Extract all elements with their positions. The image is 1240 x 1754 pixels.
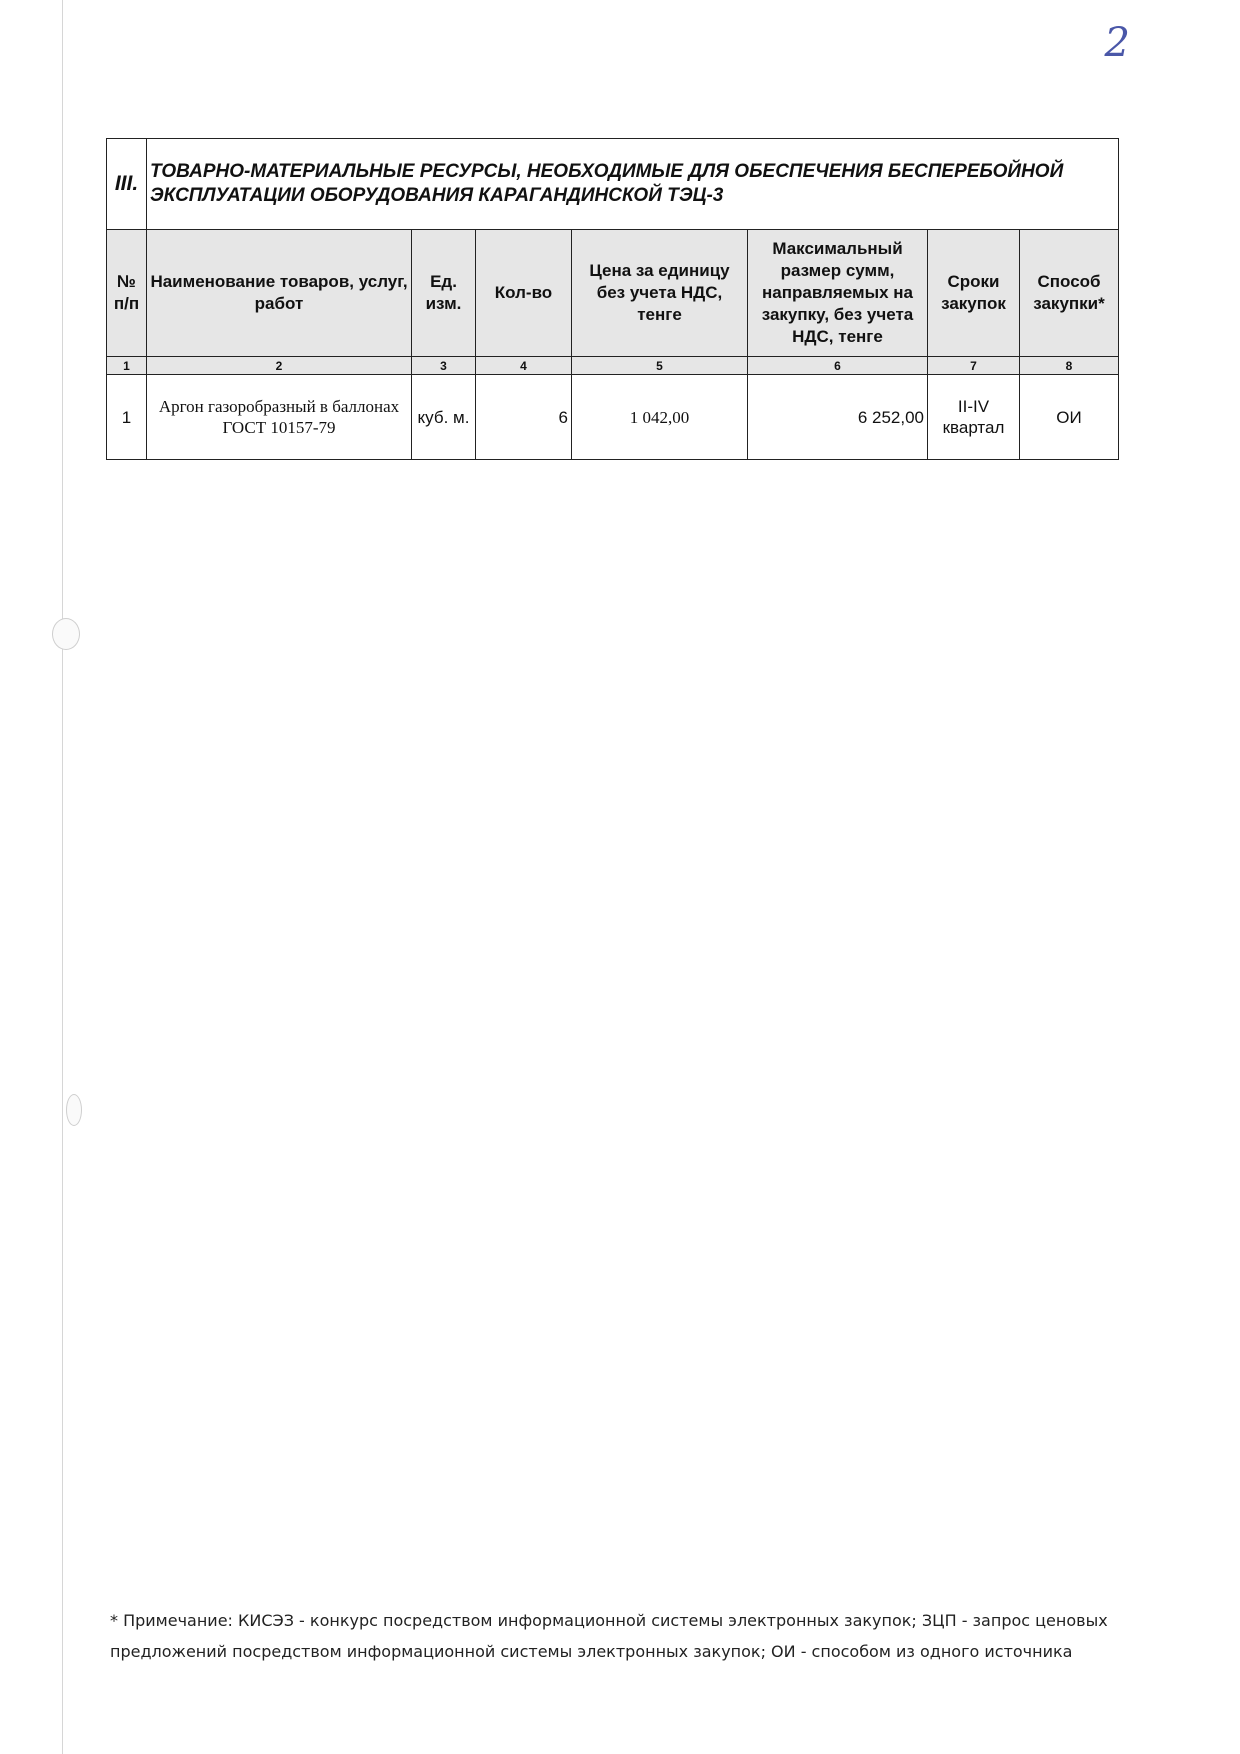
header-number: № п/п (107, 230, 147, 357)
column-number: 7 (928, 357, 1020, 375)
punch-hole (66, 1094, 82, 1126)
column-number: 4 (476, 357, 572, 375)
section-number: III. (107, 139, 147, 230)
column-number: 3 (412, 357, 476, 375)
column-number: 5 (572, 357, 748, 375)
header-unit-price: Цена за единицу без учета НДС, тенге (572, 230, 748, 357)
section-header-row (107, 139, 1119, 230)
header-method: Способ закупки* (1020, 230, 1119, 357)
row-number: 1 (107, 375, 147, 460)
footnote: * Примечание: КИСЭЗ - конкурс посредством информационной системы электронных закупок; ЗЦП - запрос ценовых предложений посредством информационной системы электронных закупок; ОИ - способом из одного источника (110, 1611, 1108, 1661)
header-period: Сроки закупок (928, 230, 1020, 357)
resources-table (106, 138, 1119, 460)
header-max-amount: Максимальный размер сумм, направляемых на закупку, без учета НДС, тенге (748, 230, 928, 357)
row-method: ОИ (1020, 375, 1119, 460)
row-max-amount: 6 252,00 (748, 375, 928, 460)
row-period: II-IV квартал (928, 375, 1020, 460)
row-unit-price: 1 042,00 (572, 375, 748, 460)
header-name: Наименование товаров, услуг, работ (147, 230, 412, 357)
header-quantity: Кол-во (476, 230, 572, 357)
binding-margin-line (62, 0, 63, 1754)
section-title: ТОВАРНО-МАТЕРИАЛЬНЫЕ РЕСУРСЫ, НЕОБХОДИМЫЕ ДЛЯ ОБЕСПЕЧЕНИЯ БЕСПЕРЕБОЙНОЙ ЭКСПЛУАТАЦИИ ОБОРУДОВАНИЯ КАРАГАНДИНСКОЙ ТЭЦ-3 (147, 139, 1119, 230)
row-item-name: Аргон газоробразный в баллонах ГОСТ 10157-79 (147, 375, 412, 460)
column-number: 1 (107, 357, 147, 375)
header-unit: Ед. изм. (412, 230, 476, 357)
column-number: 6 (748, 357, 928, 375)
row-quantity: 6 (476, 375, 572, 460)
column-header-row (107, 230, 1119, 357)
column-number: 8 (1020, 357, 1119, 375)
column-number: 2 (147, 357, 412, 375)
table-row (107, 375, 1119, 460)
row-unit: куб. м. (412, 375, 476, 460)
punch-hole (52, 618, 80, 650)
handwritten-page-number: 2 (1104, 20, 1130, 66)
column-number-row (107, 357, 1119, 375)
